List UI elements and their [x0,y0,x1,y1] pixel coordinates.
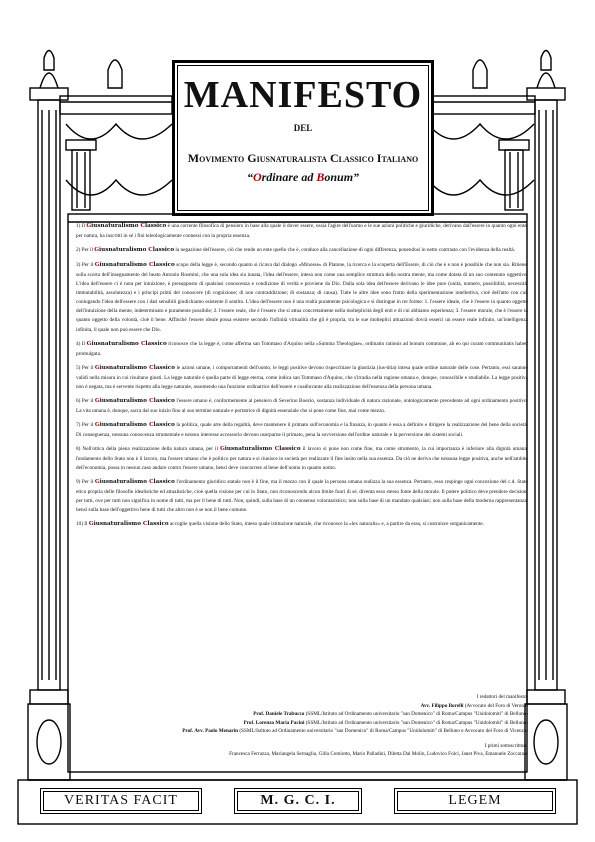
manifesto-paragraph [76,478,528,515]
signer-name: Prof. Lorenzo Maria Pacini [243,719,305,726]
paragraph-kw-g: G [94,397,100,404]
footer-initials: M. G. C. I. [234,788,362,814]
paragraph-num: 6) Per il [76,397,95,404]
paragraph-kw-c: C [149,479,154,486]
paragraph-text: l'ordinamento giuridico statale non è il fine, ma il mezzo con il quale la persona umana realizza la sua essenza. Pertanto, esso respinge ogni concezione del c.d. Stato etico propria delle filosofie idealistiche ed attualistiche, cioè quella visione per cui lo Stato, non riconoscendo alcun limite fuori di sé, diventa esso stesso fonte della morale. Il potere politico deve prendere decisioni per tutti, ove per tutti non significa in nome di tutti, ma per il bene di tutti. Non, quindi, sulla base di un consenso volontaristico; non sulla base di un mandato qualsiasi; non sulla base della moderna rappresentanza, bensì sulla base dell'oggettivo bene di tutti che altro non è se non il bene comune. [76,479,528,514]
paragraph-kw-end: lassico [153,479,175,486]
paragraph-text: la negazione dell'essere, ciò che rende un ente quello che è, conduce alla cancellazione di ogni differenza, ponendosi in netto contrasto con l'evidenza della realtà. [174,246,516,253]
signer-name: Prof. Avv. Paolo Menarin [182,728,239,735]
paragraph-kw-end: lassico [279,445,301,452]
paragraph-num: 10) Il [76,521,89,528]
paragraph-text: riconosce che la legge è, come afferma san Tommaso d'Aquino nella «Summa Theologiae», ordinatio rationis ad bonum commune, ab eo qui curam communitatis habet, promulgata. [76,340,528,357]
page-title: MANIFESTO [183,74,423,116]
paragraph-kw-mid: iusnaturalismo [99,397,150,404]
paragraph-kw-c: C [148,246,153,253]
paragraph-kw-mid: iusnaturalismo [99,261,149,268]
signers-block [76,693,528,759]
manifesto-paragraph [76,246,528,256]
paragraph-text: l'essere umano è, conformemente al pensiero di Severino Boezio, sostanza individuale di natura razionale, ontologicamente precedente ad ogni ordinamento positivo. La vita umana è, dunque, sacra dal suo inizio fino al suo termine naturale e portatrice di dignità essenziale che si pone come fine, mai come mezzo. [76,397,528,414]
paragraph-kw-c: C [148,261,154,268]
paragraph-kw-mid: iusnaturalismo [91,340,141,347]
signer-role: (SSML/Istituto ad Ordinamento universitario "san Domenico" di Roma/Campus "Unidolomiti" di Belluno) [304,711,528,718]
paragraph-num: 2) Per il [76,246,95,253]
manifesto-paragraph [76,261,528,335]
paragraph-kw-g: G [94,261,100,268]
signer-name: Avv. Filippo Borelli [420,702,464,709]
paragraph-kw-end: lassico [144,223,167,229]
manifesto-paragraph [76,421,528,440]
paragraph-kw-c: C [140,340,146,347]
paragraph-text: la politica, quale arte della regalità, deve mantenere il primato sull'economia e la finanza, in quanto è essa a definire e dirigere la realizzazione del bene della società. Di conseguenza, nessuna conoscenza strumentale e nessun interesse accessorio devono usurparne il primato, pena la sovversione dell'ordine naturale e la perversione dei sistemi sociali. [76,421,528,438]
paragraph-kw-end: lassico [153,421,175,428]
signer-role: (Avvocato del Foro di Verona) [463,702,528,709]
paragraph-num: 5) Per il [76,364,95,371]
paragraph-kw-mid: iusnaturalismo [93,521,143,528]
paragraph-kw-end: lassico [145,340,167,347]
paragraph-kw-g: G [86,340,92,347]
paragraph-kw-g: G [94,246,100,253]
signer-row [76,719,528,728]
manifesto-paragraph [76,222,528,241]
paragraph-text: scopo della legge è, secondo quanto si ricava dal dialogo «Minosse» di Platone, la ricerca e la scoperta dell'Essere, di ciò che è e non è possibile che non sia. Ritiene, sulla scorta dell'insegnamento del beato Antonio Rosmini, che una sola idea sia innata, l'idea dell'essere, intesa non come una semplice struttura della nostra mente, ma come dotata di un suo contenuto oggettivo. L'idea dell'essere ci è nota per intuizione, è presupposto di qualsiasi conoscenza e condizione di verità e proviene da Dio. Dalla sola idea dell'essere derivano le idee pure (unità, numero, possibilità, necessità, immutabilità, assolutezza) e i principi primi del conoscere (di cognizione; di non contraddizione; di sostanza; di causa). Tutte le altre idee sono frutto della sperimentazione intellettiva, cioè dell'atto con cui, coniugando l'idea dell'essere con i dati sensibili giudichiamo esistente il sentito. L'idea dell'essere non è una realtà puramente psicologica e si distingue in tre forme: 1. l'essere ideale, che è l'essere in quanto oggetto dell'intuizione della mente, indeterminato e puramente possibile; 2. l'essere reale, che è l'essere che si attua concretamente nella molteplicità degli enti e di cui abbiamo esperienza; 3. l'essere morale, che è l'essere in quanto oggetto della volontà, cioè il bene. Affinché l'essere ideale possa esistere secondo l'infinità virtualità che gli è propria, tra le sue molteplici attuazioni dovrà esserci un essere reale infinito, un'intelligenza infinita, il quale non può essere che Dio. [76,261,528,333]
paragraph-num: 1) Il [76,223,87,229]
manifesto-paragraph [76,520,528,530]
paragraph-kw-c: C [149,421,154,428]
footer-veritas: VERITAS FACIT [40,788,202,814]
motto-open: “ [246,170,253,184]
signer-role: (SSML/Istituto ad Ordinamento universitario "san Domenico" di Roma/Campus "Unidolomiti" di Belluno e Avvocato del Foro di Vicenza) [238,728,528,735]
cosigners-list: Francesca Ferrazza, Mariangela Sernaglia, Gilla Comiotto, Mario Palladini, Diletta Dal Molin, Ludovico Folci, Janet Piva, Emanuele Zoccarato [229,751,528,758]
paragraph-text: accoglie quella visione dello Stato, inteso quale istituzione naturale, che riconosce la «lex naturalis» e, a partire da essa, si costruisce sorganicamente. [168,521,484,528]
paragraph-num: 9) Per il [76,479,95,486]
paragraph-kw-mid: iusnaturalismo [99,364,150,371]
footer-legem: LEGEM [394,788,556,814]
paragraph-kw-mid: iusnaturalismo [91,223,141,229]
paragraph-kw-mid: iusnaturalismo [224,445,275,452]
paragraph-text: è una corrente filosofica di pensiero in base alla quale il dover essere, ossia l'agire dell'uomo e le sue azioni politiche e giuridiche, derivano dall'essere in quanto ogni ente, per natura, ha inscritti in sé i fini teleologicamente connessi con la propria essenza. [76,223,528,239]
title-panel [172,60,434,216]
paragraph-kw-end: lassico [152,246,175,253]
signer-list [76,702,528,736]
signer-row [76,710,528,719]
paragraph-kw-mid: iusnaturalismo [99,246,149,253]
paragraph-kw-end: lassico [153,364,175,371]
paragraph-kw-g: G [94,421,100,428]
paragraph-kw-mid: iusnaturalismo [99,479,150,486]
manifesto-paragraph [76,397,528,416]
title-del: DEL [293,123,313,133]
cosigners-heading: I primi sottoscrittori: [484,742,528,749]
paragraph-kw-end: lassico [153,397,175,404]
manifesto-paragraph [76,364,528,392]
paragraph-kw-end: lassico [147,521,169,528]
paragraph-num: 3) Per il [76,261,95,268]
paragraph-kw-c: C [142,521,148,528]
paragraph-kw-c: C [149,397,154,404]
signer-row [76,702,528,711]
paragraph-kw-c: C [274,445,280,452]
paragraph-kw-end: lassico [153,261,175,268]
paragraph-kw-c: C [149,364,154,371]
signer-row [76,727,528,736]
motto [175,170,431,185]
paragraph-kw-g: G [88,521,94,528]
manifesto-paragraph [76,340,528,359]
paragraph-kw-g: G [220,445,225,452]
paragraph-kw-g: G [94,364,100,371]
signer-role: (SSML/Istituto ad Ordinamento universitario "san Domenico" di Roma/Campus "Unidolomiti" di Belluno) [304,719,528,726]
paragraph-text: il lavoro si pone non come fine, ma come strumento, la cui importanza è inferiore alla dignità umana, fondamento dello Stato non è il lavoro, ma l'essere umano che è politico per natura e si riunisce in società per realizzare il fine insito nella sua essenza. Da ciò ne deriva che nessuna legge positiva, anche nell'ambito dell'economia, possa in nessun caso andare contro l'essere umano, bensì deve concorrere al bene dell'uomo in quanto uomo. [76,445,528,471]
paragraph-num: 7) Per il [76,421,95,428]
paragraph-kw-g: G [86,223,92,229]
motto-mid: rdinare ad [261,170,317,184]
manifesto-body [76,222,528,535]
paragraph-num: 8) Nell'ottica della piena realizzazione della natura umana, per il [76,445,221,452]
paragraph-kw-c: C [140,223,145,229]
paragraph-kw-g: G [94,479,100,486]
paragraph-kw-mid: iusnaturalismo [99,421,150,428]
motto-end: onum” [324,170,360,184]
manifesto-paragraph [76,445,528,473]
signer-name: Prof. Daniele Trabucco [253,711,305,718]
motto-cap-o: O [252,170,262,184]
movement-name: Movimento Giusnaturalista Classico Italiano [187,151,419,165]
signers-heading: I redattori del manifesto: [476,694,528,700]
paragraph-num: 4) Il [76,340,87,347]
paragraph-text: le azioni umane, i comportamenti dell'uomo, le leggi positive devono rispecchiare la giustizia (ius-titia) intesa quale ordine naturale delle cose. Pertanto, essi saranno validi nella misura in cui risultano giusti. La legge naturale è quella parte di legge eterna, come indica san Tommaso d'Aquino, che s'irradia nella ragione umana e, dunque, conoscibile e studiabile. La legge positiva non è negata, ma è servente rispetto alla legge naturale, assumendo una funzione ordinatrice dell'essere e coadiuvante alla realizzazione dell'essenza della persona umana. [76,364,528,390]
motto-cap-b: B [316,170,325,184]
